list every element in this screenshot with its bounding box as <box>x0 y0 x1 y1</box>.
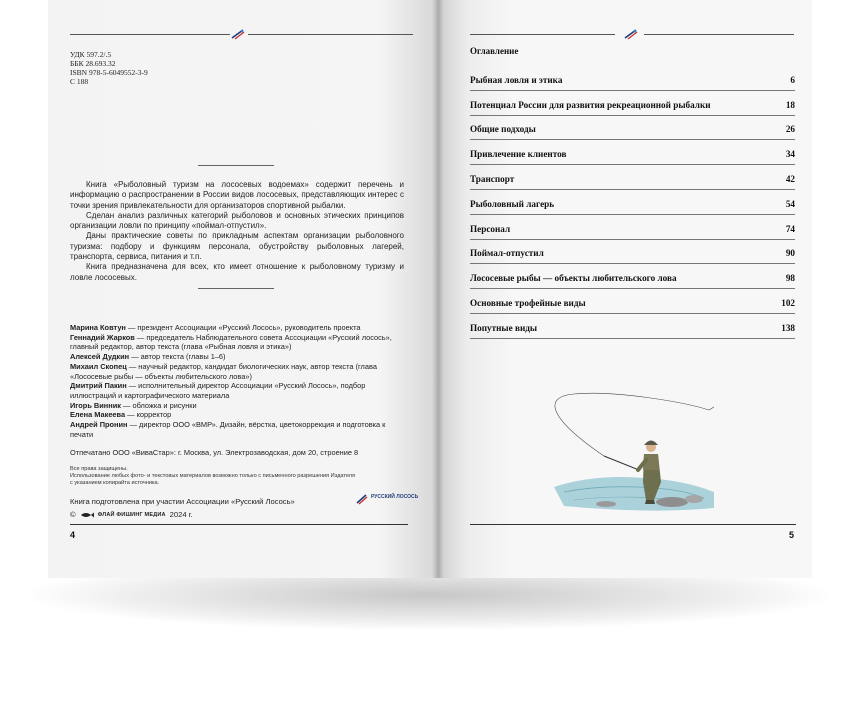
left-page <box>48 0 438 578</box>
toc-entry[interactable] <box>470 66 795 91</box>
credit-line <box>70 352 404 362</box>
toc-entry-page: 34 <box>785 149 795 160</box>
credit-role: — автор текста (главы 1–6) <box>129 352 226 362</box>
toc-entry-page: 18 <box>785 99 795 110</box>
credit-name: Андрей Пронин <box>70 420 128 430</box>
toc-entry-page: 90 <box>785 248 795 259</box>
printer-info: Отпечатано ООО «ВиваСтар»: г. Москва, ул. Электрозаводская, дом 20, строение 8 <box>70 448 359 457</box>
credit-line <box>70 362 404 381</box>
toc-entry-page: 26 <box>785 124 795 135</box>
table-of-contents <box>470 66 795 339</box>
toc-entry[interactable] <box>470 165 795 190</box>
abstract-paragraph: Даны практические советы по прикладным аспектам организации рыболовного туризма: подбору и функциям персонала, обустройству рыболовных лагерей, транспорта, сервиса, питания и т.п. <box>70 231 404 262</box>
toc-entry[interactable] <box>470 116 795 141</box>
credit-line <box>70 401 404 411</box>
credit-role: — корректор <box>125 410 172 420</box>
toc-entry-page: 6 <box>790 74 795 85</box>
credit-line <box>70 323 404 333</box>
partner-line: Книга подготовлена при участии Ассоциации «Русский Лосось» <box>70 497 295 506</box>
abstract-bottom-rule <box>198 288 274 289</box>
rights-line: Использование любых фото- и текстовых материалов возможно только с письменного разрешения Издателя <box>70 473 356 479</box>
credit-role: — обложка и рисунки <box>120 400 197 410</box>
isbn: ISBN 978-5-6049552-3-9 <box>70 68 148 77</box>
toc-entry[interactable] <box>470 314 795 339</box>
udk-code: УДК 597.2/.5 <box>70 50 112 59</box>
toc-entry-page: 138 <box>781 322 795 333</box>
partner-logo-text: РУССКИЙ ЛОСОСЬ <box>371 494 419 500</box>
toc-entry-page: 74 <box>785 223 795 234</box>
toc-entry-title: Основные трофейные виды <box>470 297 586 308</box>
header-rule-left <box>470 34 615 35</box>
toc-entry-page: 102 <box>781 297 795 308</box>
abstract-paragraph: Книга «Рыболовный туризм на лососевых водоемах» содержит перечень и информацию о распространении в России видов лососевых, представляющих интерес с точки зрения привлекательности для организаторов спортивной рыбалки. <box>70 180 404 210</box>
credit-role: — директор ООО «ВМР». Дизайн, вёрстка, цветокоррекция и подготовка к печати <box>70 420 386 439</box>
abstract-top-rule <box>198 165 274 166</box>
credit-role: — научный редактор, кандидат биологических наук, автор текста (глава «Лососевые рыбы — объекты любительского лова») <box>70 361 377 381</box>
toc-entry-title: Персонал <box>470 223 511 234</box>
toc-entry-title: Общие подходы <box>470 124 536 135</box>
toc-title: Оглавление <box>470 46 519 56</box>
abstract <box>70 180 404 283</box>
toc-entry[interactable] <box>470 264 795 289</box>
toc-entry-page: 98 <box>785 273 795 284</box>
credits-list <box>70 323 404 439</box>
credit-name: Дмитрий Пакин <box>70 381 127 391</box>
toc-entry-title: Транспорт <box>470 173 515 184</box>
credit-line <box>70 381 404 400</box>
credit-name: Елена Макеева <box>70 410 126 420</box>
toc-entry-title: Рыбная ловля и этика <box>470 74 563 85</box>
toc-entry[interactable] <box>470 215 795 240</box>
credit-name: Игорь Винник <box>70 400 121 410</box>
header-rule-left <box>70 34 230 35</box>
rights-notice <box>70 466 430 487</box>
toc-entry[interactable] <box>470 190 795 215</box>
footer-rule <box>470 524 796 525</box>
page-number-left: 4 <box>70 530 76 540</box>
russian-salmon-logo <box>356 493 418 505</box>
toc-entry[interactable] <box>470 91 795 116</box>
partner-logo-subtitle <box>371 500 418 504</box>
salmon-logo-icon <box>356 493 368 505</box>
abstract-paragraph: Сделан анализ различных категорий рыболовов и основных этических принципов организации ловли по принципу «поймал-отпустил». <box>70 210 404 231</box>
book-spine <box>432 0 444 578</box>
credit-role: — исполнительный директор Ассоциации «Русский Лосось», подбор иллюстраций и картографического материала <box>70 381 366 400</box>
header-rule-right <box>248 34 413 35</box>
toc-entry[interactable] <box>470 289 795 314</box>
salmon-mini-logo-icon <box>231 28 245 40</box>
rights-line: с указанием копирайта источника. <box>70 480 160 486</box>
toc-entry-title: Привлечение клиентов <box>470 149 567 160</box>
credit-name: Михаил Скопец <box>70 361 127 371</box>
page-number-right: 5 <box>788 530 794 540</box>
right-page <box>438 0 812 578</box>
publisher-logo: ФЛАЙ ФИШИНГ МЕДИА <box>97 511 166 518</box>
rights-line: Все права защищены. <box>70 466 128 472</box>
toc-entry-title: Рыболовный лагерь <box>470 198 555 209</box>
credit-line <box>70 420 404 439</box>
salmon-mini-logo-icon <box>624 28 638 40</box>
copyright-symbol: © <box>70 510 76 519</box>
credit-role: — председатель Наблюдательного совета Ассоциации «Русский лосось», главный редактор, автор текста (глава «Рыбная ловля и этика») <box>70 332 392 352</box>
credit-name: Геннадий Жарков <box>70 332 135 342</box>
bibliographic-codes <box>70 50 148 86</box>
toc-entry-title: Попутные виды <box>470 322 538 333</box>
credit-role: — президент Ассоциации «Русский Лосось», руководитель проекта <box>125 323 361 332</box>
toc-entry[interactable] <box>470 140 795 165</box>
credit-name: Марина Ковтун <box>70 323 126 332</box>
abstract-paragraph: Книга предназначена для всех, кто имеет отношение к рыболовному туризму и ловле лососевых. <box>70 262 404 282</box>
copyright-line <box>70 510 193 519</box>
author-mark: С 188 <box>70 77 89 86</box>
bbk-code: ББК 28.693.32 <box>70 59 116 68</box>
header-rule-right <box>644 34 794 35</box>
fish-icon <box>80 512 94 518</box>
toc-entry-title: Лососевые рыбы — объекты любительского лова <box>470 273 677 284</box>
toc-entry-title: Потенциал России для развития рекреационной рыбалки <box>470 99 711 110</box>
toc-entry-page: 54 <box>785 198 795 209</box>
credit-name: Алексей Дудкин <box>70 352 130 362</box>
footer-rule <box>70 524 408 525</box>
toc-entry-title: Поймал-отпустил <box>470 248 544 259</box>
credit-line <box>70 333 404 352</box>
publication-year: 2024 г. <box>169 510 193 519</box>
fly-fisherman-illustration <box>534 392 724 512</box>
credit-line <box>70 410 404 420</box>
toc-entry[interactable] <box>470 240 795 265</box>
toc-entry-page: 42 <box>785 173 795 184</box>
